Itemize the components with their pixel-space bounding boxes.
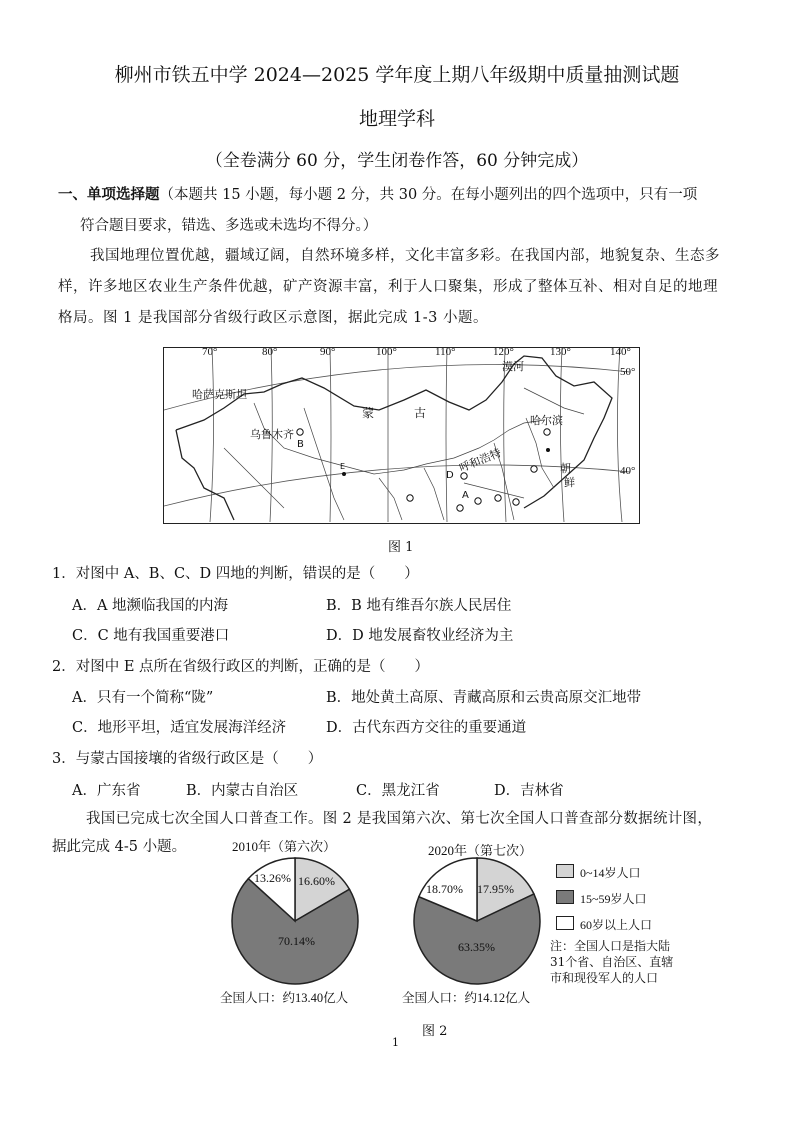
label-point-e: E: [340, 462, 346, 471]
question-3-stem: 3．与蒙古国接壤的省级行政区是（ ）: [52, 751, 323, 767]
pie-2020-title: 2020年（第七次）: [428, 843, 533, 858]
label-urumqi: 乌鲁木齐: [250, 428, 294, 441]
label-harbin: 哈尔滨: [530, 414, 563, 427]
pie-2020-label-old: 18.70%: [426, 882, 463, 896]
city-marker: [475, 498, 481, 504]
intro-line-2: 样，许多地区农业生产条件优越，矿产资源丰富，利于人口聚集，形成了整体互补、相对自足的地理: [58, 279, 718, 295]
label-point-a: A: [462, 490, 469, 501]
lon-100: 100°: [376, 347, 397, 358]
pie-2020-slices: [414, 858, 540, 984]
map-figure-1: [163, 347, 640, 524]
figure-1-caption: 图 1: [388, 540, 414, 555]
meridian-120: [504, 348, 506, 522]
pie-2010-label-young: 16.60%: [298, 874, 335, 888]
section-label: 一、单项选择题: [58, 187, 160, 203]
legend-swatch-old: [556, 916, 574, 930]
q1-option-a[interactable]: A．A 地濒临我国的内海: [72, 598, 229, 614]
pie-2010-total: 全国人口：约13.40亿人: [220, 991, 349, 1005]
question-1-stem: 1．对图中 A、B、C、D 四地的判断，错误的是（ ）: [52, 566, 419, 582]
label-korea-2: 鲜: [564, 476, 575, 489]
legend-note-line-2: 31个省、自治区、直辖: [550, 955, 674, 969]
figure-2-caption: 图 2: [422, 1024, 448, 1039]
exam-title: 柳州市铁五中学 2024—2025 学年度上期八年级期中质量抽测试题: [114, 64, 680, 86]
country-border: [176, 356, 612, 520]
intro-line-3: 格局。图 1 是我国部分省级行政区示意图，据此完成 1-3 小题。: [58, 310, 489, 326]
lon-90: 90°: [320, 347, 336, 358]
q2-option-b[interactable]: B．地处黄土高原、青藏高原和云贵高原交汇地带: [326, 690, 642, 706]
section-instruction-cont: 符合题目要求，错选、多选或未选均不得分。）: [80, 218, 378, 234]
population-intro-2: 据此完成 4-5 小题。: [52, 839, 187, 855]
q3-option-c[interactable]: C．黑龙江省: [356, 783, 440, 799]
pie-2020-label-young: 17.95%: [477, 882, 514, 896]
exam-note: （全卷满分 60 分，学生闭卷作答，60 分钟完成）: [205, 151, 589, 171]
city-marker: [407, 495, 413, 501]
city-markers: [297, 429, 550, 511]
city-marker: [513, 499, 519, 505]
q3-option-a[interactable]: A．广东省: [72, 783, 141, 799]
urumqi-marker: [297, 429, 303, 435]
question-2-stem: 2．对图中 E 点所在省级行政区的判断，正确的是（ ）: [52, 659, 430, 675]
lon-140: 140°: [610, 347, 631, 358]
point-marker: [546, 448, 550, 452]
pie-2010-label-old: 13.26%: [254, 871, 291, 885]
q1-option-b[interactable]: B．B 地有维吾尔族人民居住: [326, 598, 512, 614]
lon-80: 80°: [262, 347, 278, 358]
legend-note: [550, 938, 673, 986]
label-hohhot: 呼和浩特: [457, 446, 504, 475]
legend-swatch-young: [556, 864, 574, 878]
meridian-70: [210, 348, 214, 522]
page-number: 1: [392, 1036, 399, 1049]
lon-110: 110°: [435, 347, 456, 358]
harbin-marker: [544, 429, 550, 435]
subject-title: 地理学科: [358, 108, 435, 130]
map-svg: [164, 348, 638, 522]
lat-50: 50°: [620, 366, 636, 378]
legend-note-line-1: 注：全国人口是指大陆: [550, 939, 671, 953]
q1-option-c[interactable]: C．C 地有我国重要港口: [72, 628, 230, 644]
label-kazakhstan: 哈萨克斯坦: [192, 388, 247, 401]
pie-2020-total: 全国人口：约14.12亿人: [402, 991, 531, 1005]
pie-2010-slices: [232, 858, 358, 984]
section-instruction: （本题共 15 小题，每小题 2 分，共 30 分。在每小题列出的四个选项中，只有一项: [159, 187, 698, 203]
lon-130: 130°: [550, 347, 571, 358]
pie-chart-2020: [410, 854, 544, 988]
lat-40: 40°: [620, 465, 636, 477]
city-marker: [495, 495, 501, 501]
legend-swatch-working: [556, 890, 574, 904]
pie-2010-title: 2010年（第六次）: [232, 839, 337, 854]
intro-paragraph: [58, 241, 748, 334]
lon-70: 70°: [202, 347, 218, 358]
q2-option-a[interactable]: A．只有一个简称“陇”: [72, 690, 214, 706]
legend-label-working: 15~59岁人口: [580, 892, 647, 906]
q2-option-c[interactable]: C．地形平坦，适宜发展海洋经济: [72, 720, 287, 736]
q2-option-d[interactable]: D．古代东西方交往的重要通道: [326, 720, 527, 736]
legend-label-young: 0~14岁人口: [580, 866, 641, 880]
point-e-marker: [342, 472, 346, 476]
pie-chart-2010: [228, 854, 362, 988]
meridian-110: [446, 348, 447, 522]
city-marker: [457, 505, 463, 511]
city-marker: [531, 466, 537, 472]
label-mohe: 漠河: [502, 360, 524, 373]
meridian-130: [560, 348, 564, 522]
section-heading: [58, 180, 748, 211]
pie-2020-label-working: 63.35%: [458, 940, 495, 954]
pie-2010-label-working: 70.14%: [278, 934, 315, 948]
label-point-d: D: [446, 470, 454, 481]
q3-option-b[interactable]: B．内蒙古自治区: [186, 783, 299, 799]
legend-label-old: 60岁以上人口: [580, 918, 653, 932]
label-korea-1: 朝: [560, 462, 571, 475]
label-mongolia-2: 古: [414, 406, 427, 420]
q1-option-d[interactable]: D．D 地发展畜牧业经济为主: [326, 628, 514, 644]
meridian-90: [330, 348, 331, 522]
population-intro-1: 我国已完成七次全国人口普查工作。图 2 是我国第六次、第七次全国人口普查部分数据统计图，: [86, 811, 713, 827]
lon-120: 120°: [493, 347, 514, 358]
province-borders: [224, 388, 584, 520]
label-mongolia-1: 蒙: [362, 406, 375, 420]
legend-note-line-3: 市和现役军人的人口: [550, 971, 659, 985]
label-point-b: B: [297, 439, 304, 450]
q3-option-d[interactable]: D．吉林省: [494, 783, 564, 799]
intro-line-1: 我国地理位置优越，疆域辽阔，自然环境多样，文化丰富多彩。在我国内部，地貌复杂、生态多: [90, 248, 720, 264]
